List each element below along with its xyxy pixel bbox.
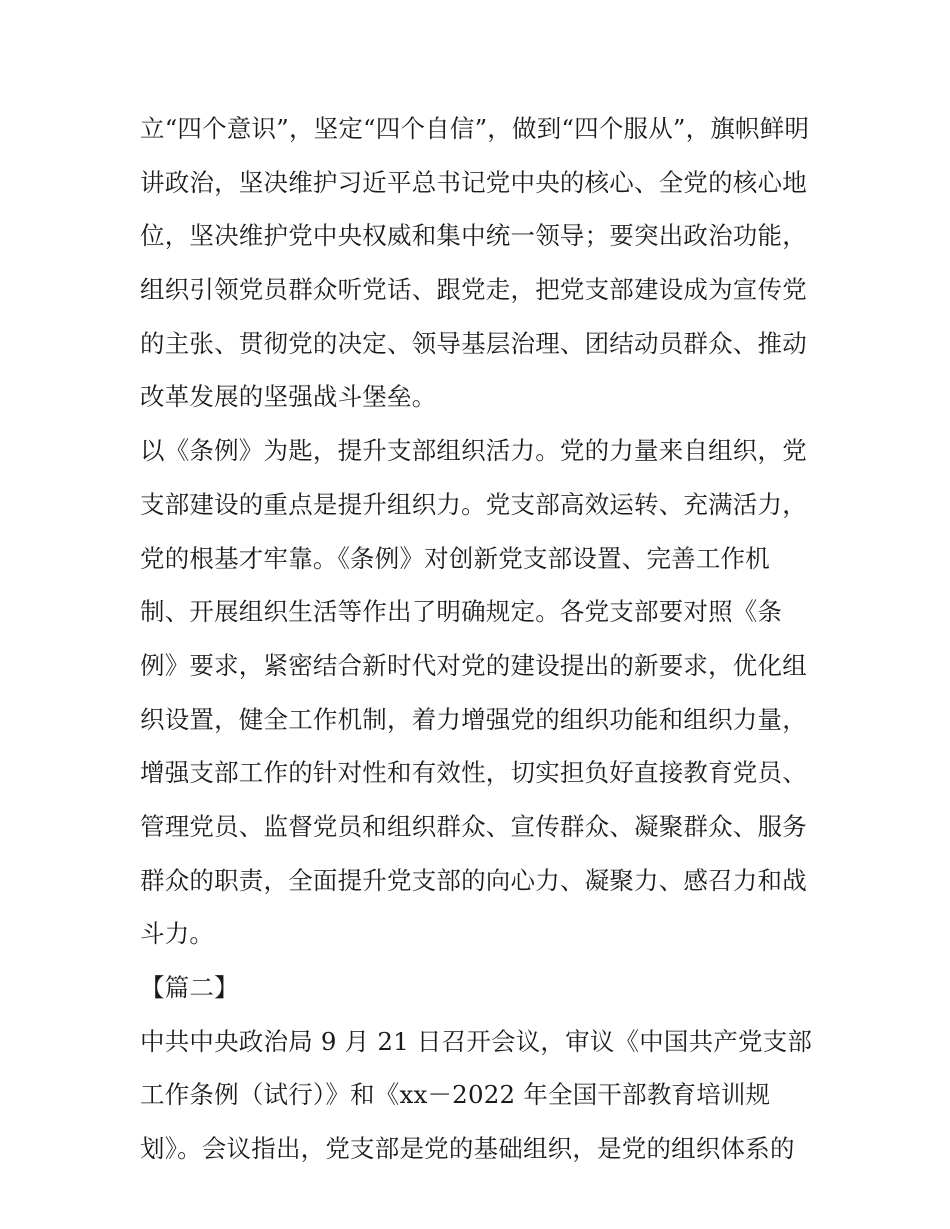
text-line: 位，坚决维护党中央权威和集中统一领导；要突出政治功能， [140, 221, 807, 251]
text-line: 的主张、贯彻党的决定、领导基层治理、团结动员群众、推动 [140, 328, 807, 358]
text-line: 划》。会议指出，党支部是党的基础组织，是党的组织体系的 [140, 1134, 795, 1164]
text-line: 织设置，健全工作机制，着力增强党的组织功能和组织力量， [140, 704, 807, 734]
text-line: 组织引领党员群众听党话、跟党走，把党支部建设成为宣传党 [140, 275, 807, 305]
text-line: 斗力。 [140, 919, 215, 949]
text-line: 改革发展的坚强战斗堡垒。 [140, 382, 437, 412]
text-line: 增强支部工作的针对性和有效性，切实担负好直接教育党员、 [140, 758, 807, 788]
text-line: 中共中央政治局 9 月 21 日召开会议，审议《中国共产党支部 [140, 1026, 813, 1056]
text-line: 工作条例（试行）》和《xx－2022 年全国干部教育培训规 [140, 1080, 771, 1110]
body-text [140, 109, 830, 1183]
text-line: 例》要求，紧密结合新时代对党的建设提出的新要求，优化组 [140, 650, 807, 680]
text-line: 支部建设的重点是提升组织力。党支部高效运转、充满活力， [140, 489, 807, 519]
text-line: 党的根基才牢靠。《条例》对创新党支部设置、完善工作机 [140, 543, 770, 573]
text-line: 讲政治，坚决维护习近平总书记党中央的核心、全党的核心地 [140, 167, 807, 197]
text-line: 管理党员、监督党员和组织群众、宣传群众、凝聚群众、服务 [140, 811, 807, 841]
text-line: 以《条例》为匙，提升支部组织活力。党的力量来自组织，党 [140, 436, 807, 466]
text-line: 制、开展组织生活等作出了明确规定。各党支部要对照《条 [140, 597, 783, 627]
text-line: 群众的职责，全面提升党支部的向心力、凝聚力、感召力和战 [140, 865, 807, 895]
section-heading: 【篇二】 [140, 973, 239, 1002]
text-line: 立“四个意识”，坚定“四个自信”，做到“四个服从”，旗帜鲜明 [140, 114, 810, 143]
